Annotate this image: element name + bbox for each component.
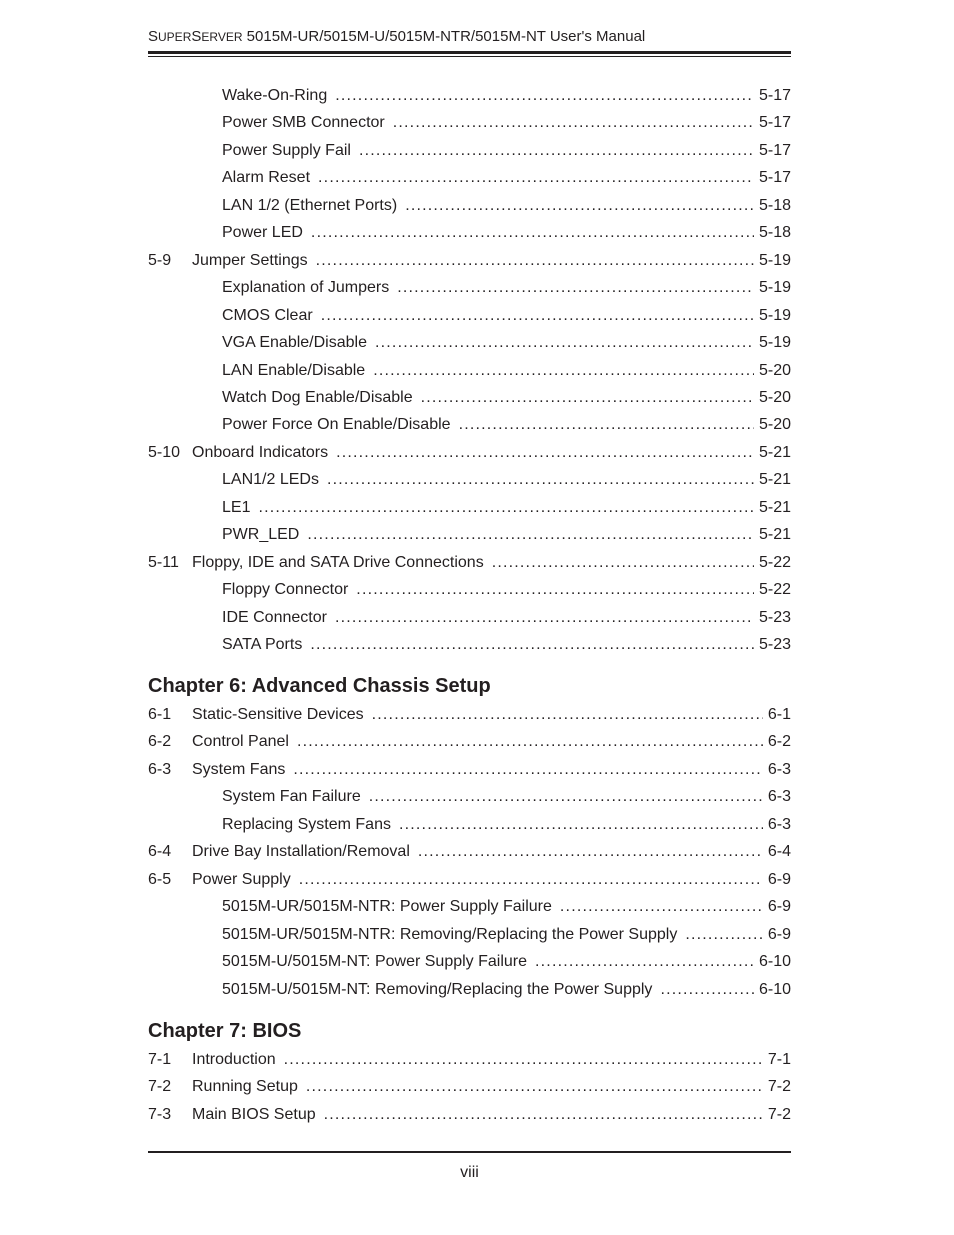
toc-entry-page: 5-19 xyxy=(758,251,791,269)
dot-leader xyxy=(393,113,754,133)
running-header xyxy=(148,27,791,47)
toc-entry[interactable] xyxy=(148,608,791,628)
toc-entry-page: 5-23 xyxy=(758,636,791,653)
toc-entry-number: 6-5 xyxy=(148,870,172,888)
dot-leader xyxy=(399,815,763,835)
toc-entry-title: Onboard Indicators xyxy=(192,443,329,461)
toc-entry-number: 6-4 xyxy=(148,843,172,861)
toc-entry[interactable] xyxy=(148,815,791,835)
toc-entry-title: Static-Sensitive Devices xyxy=(192,706,364,723)
toc-entry-number: 7-2 xyxy=(148,1078,172,1096)
toc-entry-title: SATA Ports xyxy=(222,636,303,653)
toc-entry-page: 5-19 xyxy=(758,279,791,297)
dot-leader xyxy=(258,498,754,518)
toc-entry-page: 5-19 xyxy=(758,334,791,352)
dot-leader xyxy=(318,168,754,188)
toc-entry-title: 5015M-U/5015M-NT: Removing/Replacing the Power Supply xyxy=(222,980,653,998)
toc-entry-title: Alarm Reset xyxy=(222,169,311,187)
toc-entry-title: LAN1/2 LEDs xyxy=(222,471,319,489)
toc-entry-page: 5-22 xyxy=(758,581,791,599)
toc-entry-title: Main BIOS Setup xyxy=(192,1105,316,1123)
toc-entry-title: LE1 xyxy=(222,498,251,516)
toc-entry-title: Jumper Settings xyxy=(192,251,308,269)
toc-entry-title: LAN 1/2 (Ethernet Ports) xyxy=(222,196,398,214)
toc-entry[interactable] xyxy=(148,635,791,655)
header-erver: ERVER xyxy=(201,30,243,44)
dot-leader xyxy=(335,608,754,628)
toc-entry-page: 6-4 xyxy=(767,843,791,861)
toc-entry-page: 7-2 xyxy=(767,1078,791,1096)
dot-leader xyxy=(421,388,754,408)
dot-leader xyxy=(306,1077,763,1097)
toc-entry-page: 5-21 xyxy=(758,526,791,544)
dot-leader xyxy=(310,635,754,655)
toc-entry-title: PWR_LED xyxy=(222,526,300,544)
toc-entry[interactable] xyxy=(148,787,791,807)
dot-leader xyxy=(284,1050,763,1070)
toc-entry[interactable] xyxy=(148,1077,791,1097)
toc-entry[interactable] xyxy=(148,168,791,188)
toc-entry-title: Floppy Connector xyxy=(222,581,349,599)
toc-entry-page: 6-9 xyxy=(767,870,791,888)
header-s1: S xyxy=(148,28,159,45)
dot-leader xyxy=(297,732,763,752)
header-uper: UPER xyxy=(158,30,192,44)
toc-entry-title: Drive Bay Installation/Removal xyxy=(192,843,410,861)
toc-entry-title: Power SMB Connector xyxy=(222,114,385,132)
dot-leader xyxy=(405,196,754,216)
dot-leader xyxy=(307,525,754,545)
toc-entry-page: 7-2 xyxy=(767,1105,791,1123)
toc-entry-title: VGA Enable/Disable xyxy=(222,334,367,352)
toc-entry-page: 5-17 xyxy=(758,169,791,187)
toc-entry-page: 6-3 xyxy=(767,788,791,806)
dot-leader xyxy=(660,980,754,1000)
toc-entry[interactable] xyxy=(148,925,791,945)
toc-entry-title: CMOS Clear xyxy=(222,306,313,324)
toc-entry-page: 5-17 xyxy=(758,87,791,104)
toc-entry-title: Floppy, IDE and SATA Drive Connections xyxy=(192,553,484,571)
dot-leader xyxy=(327,470,754,490)
toc-entry[interactable] xyxy=(148,306,791,326)
toc-entry[interactable] xyxy=(148,333,791,353)
toc-entry-page: 6-1 xyxy=(767,706,791,723)
toc-entry-title: 5015M-UR/5015M-NTR: Removing/Replacing the Power Supply xyxy=(222,925,678,943)
toc-entry[interactable] xyxy=(148,732,791,752)
toc-entry[interactable] xyxy=(148,952,791,972)
toc-entry[interactable] xyxy=(148,842,791,862)
dot-leader xyxy=(535,952,754,972)
toc-entry-number: 5-9 xyxy=(148,251,172,269)
toc-entry-title: System Fans xyxy=(192,760,286,778)
dot-leader xyxy=(293,760,763,780)
dot-leader xyxy=(369,787,763,807)
toc-entry[interactable] xyxy=(148,1050,791,1070)
dot-leader xyxy=(560,897,763,917)
toc-entry[interactable] xyxy=(148,470,791,490)
header-models: 5015M-UR/5015M-U/5015M-NTR/5015M-NT User's Manual xyxy=(242,28,646,45)
toc-entry[interactable] xyxy=(148,86,791,106)
chapter-7-heading: Chapter 7: BIOS xyxy=(148,1020,302,1042)
toc-entry-page: 6-9 xyxy=(767,925,791,943)
toc-entry-page: 5-17 xyxy=(758,141,791,159)
toc-entry-title: Power Supply Fail xyxy=(222,141,351,159)
toc-entry[interactable] xyxy=(148,196,791,216)
toc-entry-number: 7-3 xyxy=(148,1105,172,1123)
toc-entry[interactable] xyxy=(148,705,791,725)
toc-entry-page: 5-20 xyxy=(758,388,791,406)
toc-entry-number: 6-3 xyxy=(148,760,172,778)
header-s2: S xyxy=(191,28,202,45)
toc-entry-title: Watch Dog Enable/Disable xyxy=(222,388,413,406)
toc-entry[interactable] xyxy=(148,278,791,298)
toc-entry-page: 5-20 xyxy=(758,416,791,434)
toc-entry-page: 5-21 xyxy=(758,443,791,461)
dot-leader xyxy=(372,705,763,725)
toc-entry[interactable] xyxy=(148,251,791,271)
toc-entry-page: 5-23 xyxy=(758,608,791,626)
toc-entry[interactable] xyxy=(148,415,791,435)
toc-entry[interactable] xyxy=(148,113,791,133)
toc-entry-page: 6-10 xyxy=(758,953,791,971)
toc-entry-number: 7-1 xyxy=(148,1051,172,1068)
dot-leader xyxy=(375,333,754,353)
dot-leader xyxy=(324,1105,763,1125)
dot-leader xyxy=(336,443,754,463)
toc-entry-number: 6-1 xyxy=(148,706,172,723)
toc-entry-page: 5-18 xyxy=(758,196,791,214)
toc-entry-page: 5-21 xyxy=(758,471,791,489)
dot-leader xyxy=(397,278,754,298)
dot-leader xyxy=(311,223,754,243)
toc-entry-page: 6-10 xyxy=(758,980,791,998)
header-rule xyxy=(148,51,791,57)
toc-entry-page: 5-21 xyxy=(758,498,791,516)
toc-entry[interactable] xyxy=(148,760,791,780)
page-number: viii xyxy=(460,1164,479,1181)
toc-entry[interactable] xyxy=(148,498,791,518)
dot-leader xyxy=(321,306,754,326)
toc-entry-title: Power Supply xyxy=(192,870,291,888)
dot-leader xyxy=(359,141,754,161)
toc-entry-title: Explanation of Jumpers xyxy=(222,279,390,297)
toc-entry-number: 5-10 xyxy=(148,443,181,461)
toc-entry[interactable] xyxy=(148,870,791,890)
toc-entry-title: Replacing System Fans xyxy=(222,815,391,833)
toc-entry-title: IDE Connector xyxy=(222,608,327,626)
toc-entry-title: Control Panel xyxy=(192,733,289,751)
dot-leader xyxy=(418,842,763,862)
dot-leader xyxy=(356,580,754,600)
toc-entry-page: 6-2 xyxy=(767,733,791,751)
toc-entry[interactable] xyxy=(148,580,791,600)
toc-entry-page: 5-22 xyxy=(758,553,791,571)
footer-rule xyxy=(148,1151,791,1153)
toc-entry-page: 6-9 xyxy=(767,898,791,916)
toc-entry-title: Wake-On-Ring xyxy=(222,87,328,104)
toc-entry[interactable] xyxy=(148,223,791,243)
toc-entry-title: Power LED xyxy=(222,224,303,242)
toc-entry-page: 6-3 xyxy=(767,815,791,833)
toc-entry-page: 5-17 xyxy=(758,114,791,132)
toc-entry-page: 5-18 xyxy=(758,224,791,242)
toc-entry-number: 6-2 xyxy=(148,733,172,751)
toc-entry-page: 7-1 xyxy=(767,1051,791,1068)
toc-entry-page: 5-19 xyxy=(758,306,791,324)
toc-entry-title: 5015M-UR/5015M-NTR: Power Supply Failure xyxy=(222,898,552,916)
dot-leader xyxy=(685,925,763,945)
toc-entry-title: LAN Enable/Disable xyxy=(222,361,366,379)
toc-entry-title: Running Setup xyxy=(192,1078,298,1096)
dot-leader xyxy=(299,870,763,890)
toc-entry[interactable] xyxy=(148,897,791,917)
toc-entry-title: Power Force On Enable/Disable xyxy=(222,416,451,434)
toc-entry-number: 5-11 xyxy=(148,553,179,571)
dot-leader xyxy=(459,415,754,435)
toc-entry-title: 5015M-U/5015M-NT: Power Supply Failure xyxy=(222,953,528,971)
toc-entry-page: 6-3 xyxy=(767,760,791,778)
dot-leader xyxy=(492,553,754,573)
toc-entry[interactable] xyxy=(148,141,791,161)
toc-entry-title: System Fan Failure xyxy=(222,788,361,806)
toc-entry[interactable] xyxy=(148,525,791,545)
toc-entry[interactable] xyxy=(148,980,791,1000)
toc-entry-page: 5-20 xyxy=(758,361,791,379)
toc-entry[interactable] xyxy=(148,443,791,463)
toc-entry[interactable] xyxy=(148,553,791,573)
toc-entry[interactable] xyxy=(148,361,791,381)
dot-leader xyxy=(373,361,754,381)
toc-entry[interactable] xyxy=(148,1105,791,1125)
toc-entry[interactable] xyxy=(148,388,791,408)
dot-leader xyxy=(335,86,754,106)
toc-entry-title: Introduction xyxy=(192,1051,276,1068)
dot-leader xyxy=(316,251,754,271)
chapter-6-heading: Chapter 6: Advanced Chassis Setup xyxy=(148,675,491,697)
